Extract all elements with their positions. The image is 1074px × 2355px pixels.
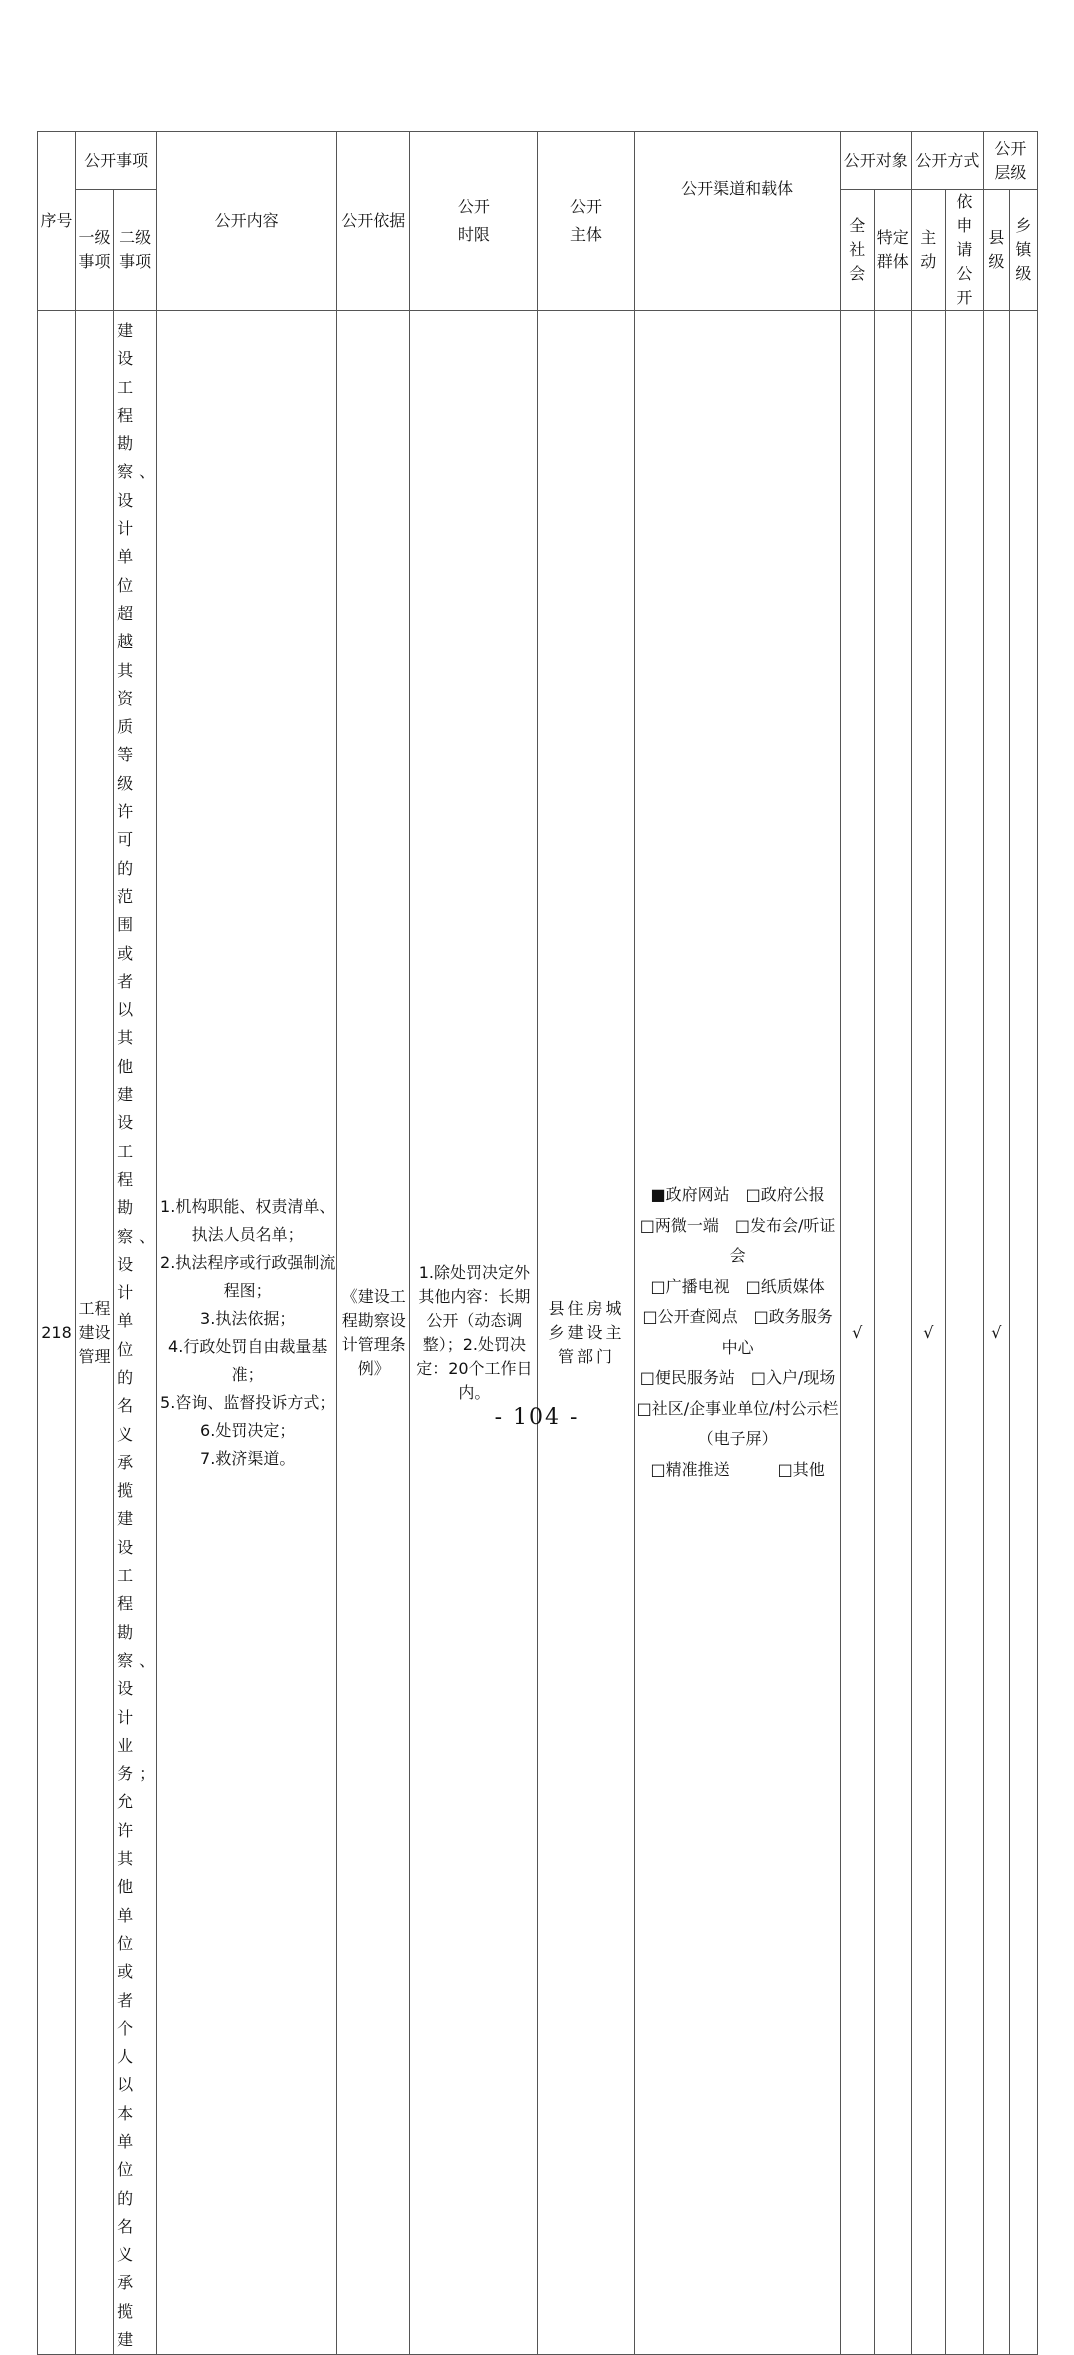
- header-basis: 公开依据: [337, 132, 410, 311]
- channel-line: ■政府网站 □政府公报: [650, 1185, 825, 1205]
- row-level1: 工程建设管理: [76, 311, 114, 2355]
- channel-line: □公开查阅点 □政务服务中心: [642, 1307, 833, 1357]
- row-method-active-check: √: [911, 311, 945, 2355]
- row-level-county-check: √: [983, 311, 1009, 2355]
- header-time-limit-line2: 时限: [457, 225, 490, 244]
- header-audience-specific: 特定群体: [874, 190, 911, 311]
- header-level1: 一级事项: [76, 190, 114, 311]
- row-time-limit: 1.除处罚决定外其他内容：长期公开（动态调整）；2.处罚决定：20个工作日内。: [410, 311, 538, 2355]
- row-level2-text: 建设工程勘察、设计单位超越其资质等级许可的范围或者以其他建设工程勘察、设计单位的名义承揽建设工程勘察、设计业务；允许其他单位或者个人以本单位的名义承揽建: [117, 321, 162, 2350]
- row-method-request-check: [945, 311, 983, 2355]
- row-basis: 《建设工程勘察设计管理条例》: [337, 311, 410, 2355]
- header-method-request: 依申请公开: [945, 190, 983, 311]
- header-subject: [538, 132, 634, 311]
- header-method-group: 公开方式: [911, 132, 983, 190]
- row-level-town-check: [1009, 311, 1037, 2355]
- page-number: - 104 -: [494, 1405, 580, 1430]
- row-audience-all-check: √: [840, 311, 874, 2355]
- channel-line: □两微一端 □发布会/听证会: [639, 1215, 836, 1266]
- header-channels: 公开渠道和载体: [634, 132, 840, 311]
- header-seq: 序号: [38, 132, 76, 311]
- channel-line: □广播电视 □纸质媒体: [650, 1276, 825, 1296]
- content-item: 4.行政处罚自由裁量基准；: [168, 1336, 328, 1384]
- header-audience-all: 全社会: [840, 190, 874, 311]
- header-audience-group: 公开对象: [840, 132, 911, 190]
- content-item: 1.机构职能、权责清单、执法人员名单；: [160, 1196, 336, 1244]
- row-subject: 县住房城乡建设主管部门: [538, 311, 634, 2355]
- content-item: 7.救济渠道。: [200, 1448, 296, 1468]
- header-row-1: [38, 132, 1038, 190]
- channel-line: □社区/企事业单位/村公示栏（电子屏）: [636, 1398, 839, 1449]
- header-level2: 二级事项: [114, 190, 157, 311]
- header-items-group: 公开事项: [76, 132, 157, 190]
- header-method-active: 主动: [911, 190, 945, 311]
- row-seq: 218: [38, 311, 76, 2355]
- content-item: 5.咨询、监督投诉方式；: [160, 1392, 336, 1412]
- row-content: [157, 311, 337, 2355]
- header-subject-line1: 公开: [569, 197, 602, 216]
- row-channels: [634, 311, 840, 2355]
- channel-line: □便民服务站 □入户/现场: [639, 1368, 836, 1388]
- header-level-town: 乡镇级: [1009, 190, 1037, 311]
- content-item: 6.处罚决定；: [200, 1420, 296, 1440]
- header-level-group: 公开层级: [983, 132, 1037, 190]
- header-time-limit: [410, 132, 538, 311]
- table-row: [38, 311, 1038, 2355]
- disclosure-table: [37, 131, 1038, 2355]
- channel-line: □精准推送 □其他: [650, 1459, 825, 1479]
- content-item: 2.执法程序或行政强制流程图；: [160, 1252, 336, 1300]
- content-item: 3.执法依据；: [200, 1308, 296, 1328]
- row-audience-specific-check: [874, 311, 911, 2355]
- header-content: 公开内容: [157, 132, 337, 311]
- header-level-county: 县级: [983, 190, 1009, 311]
- row-level2: [114, 311, 162, 2355]
- header-subject-line2: 主体: [569, 225, 602, 244]
- header-time-limit-line1: 公开: [457, 197, 490, 216]
